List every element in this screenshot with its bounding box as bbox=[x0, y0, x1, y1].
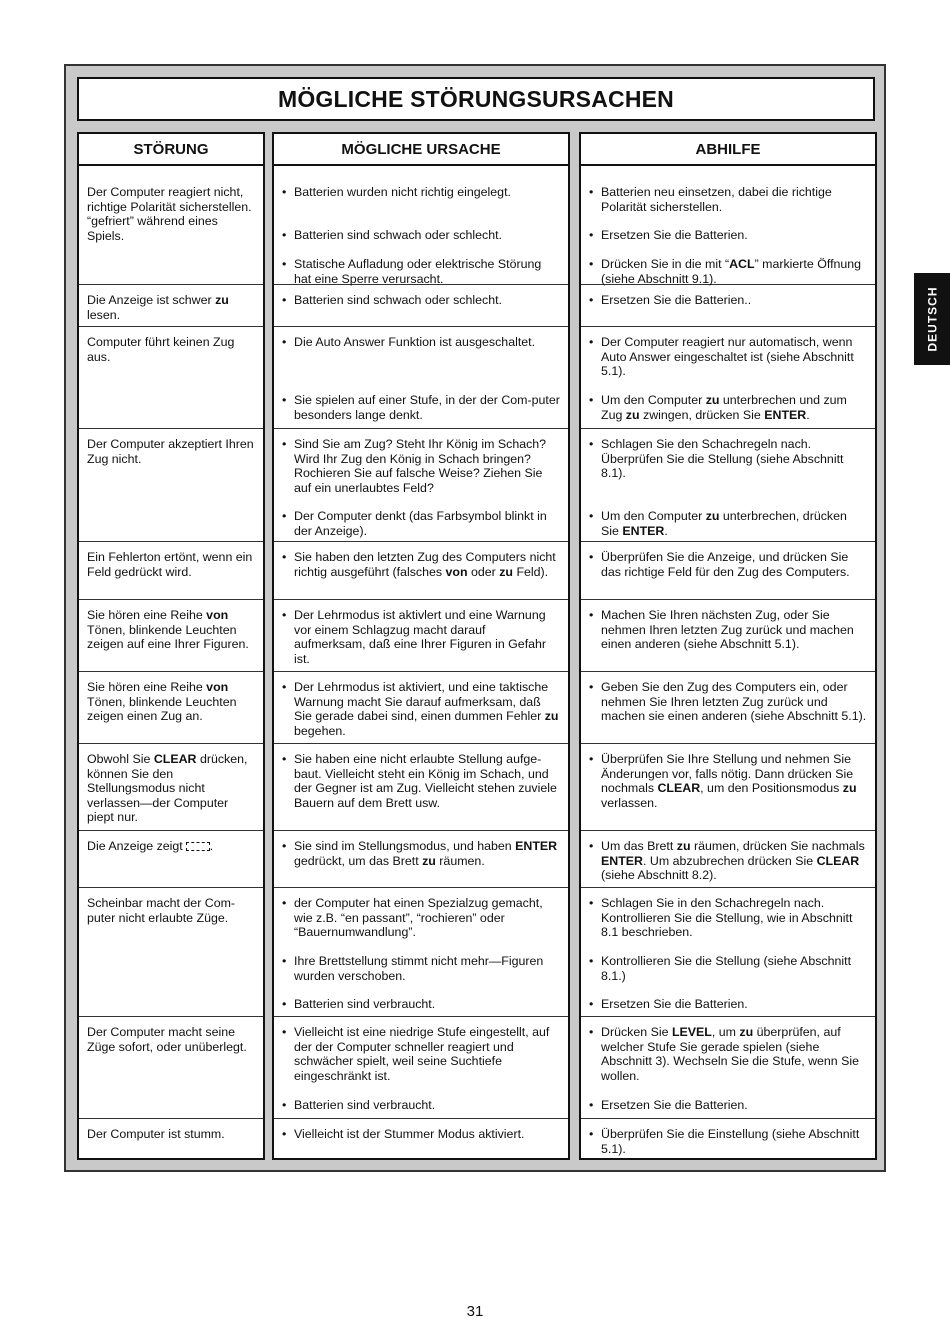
stoerung-cell: Sie hören eine Reihe von Tönen, blinkende Leuchten zeigen auf eine Ihrer Figuren. bbox=[87, 608, 249, 651]
ursache-cell bbox=[274, 839, 568, 868]
stoerung-suffix: . bbox=[209, 839, 214, 853]
stoerung-cell: Die Anzeige ist schwer zu lesen. bbox=[87, 293, 229, 322]
language-tab bbox=[914, 273, 950, 365]
row-divider bbox=[581, 326, 875, 327]
abhilfe-item: • Der Computer reagiert nur automatisch, wenn Auto Answer eingeschaltet ist (siehe Abschnitt 5.1). bbox=[589, 335, 867, 379]
page-number: 31 bbox=[466, 1303, 484, 1320]
ursache-cell bbox=[274, 437, 568, 495]
abhilfe-cell bbox=[581, 608, 875, 652]
abhilfe-cell bbox=[581, 550, 875, 579]
emphasis: zu bbox=[625, 407, 640, 422]
abhilfe-item: • Um den Computer zu unterbrechen und zum Zug zu zwingen, drücken Sie ENTER. bbox=[589, 393, 867, 422]
emphasis: zu bbox=[215, 293, 229, 307]
row-divider bbox=[79, 599, 263, 600]
abhilfe-item: • Ersetzen Sie die Batterien.. bbox=[589, 293, 867, 308]
ursache-item: • Sind Sie am Zug? Steht Ihr König im Schach? Wird Ihr Zug den König in Schach bringen? Rochieren Sie auf falsche Weise? Ziehen Sie auf ein unerlaubtes Feld? bbox=[282, 437, 560, 495]
abhilfe-cell bbox=[581, 1127, 875, 1156]
row-divider bbox=[274, 1016, 568, 1017]
abhilfe-item: • Überprüfen Sie die Einstellung (siehe Abschnitt 5.1). bbox=[589, 1127, 867, 1156]
ursache-item: • Vielleicht ist der Stummer Modus aktiviert. bbox=[282, 1127, 560, 1142]
row-divider bbox=[274, 887, 568, 888]
row-divider bbox=[274, 541, 568, 542]
row-divider bbox=[79, 284, 263, 285]
stoerung-cell: Ein Fehlerton ertönt, wenn ein Feld gedrückt wird. bbox=[87, 550, 253, 579]
emphasis: ENTER bbox=[622, 523, 665, 538]
abhilfe-item: • Um den Computer zu unterbrechen, drücken Sie ENTER. bbox=[589, 509, 867, 538]
emphasis: ACL bbox=[729, 257, 755, 271]
row-divider bbox=[79, 1118, 263, 1119]
ursache-cell bbox=[274, 680, 568, 738]
abhilfe-item: • Schlagen Sie den Schachregeln nach. Überprüfen Sie die Stellung (siehe Abschnitt 8.1). bbox=[589, 437, 867, 481]
abhilfe-cell bbox=[581, 954, 875, 983]
row-divider bbox=[581, 1118, 875, 1119]
ursache-cell bbox=[274, 1127, 568, 1142]
abhilfe-item: • Ersetzen Sie die Batterien. bbox=[589, 228, 867, 243]
abhilfe-item: • Schlagen Sie in den Schachregeln nach. Kontrollieren Sie die Stellung, wie in Abschnitt 8.1 beschrieben. bbox=[589, 896, 867, 940]
row-divider bbox=[79, 830, 263, 831]
ursache-cell bbox=[274, 185, 568, 200]
row-divider bbox=[79, 1016, 263, 1017]
emphasis: zu bbox=[422, 853, 436, 868]
row-divider bbox=[274, 743, 568, 744]
ursache-cell bbox=[274, 293, 568, 308]
abhilfe-cell bbox=[581, 228, 875, 243]
ursache-item: • Sie sind im Stellungsmodus, und haben ENTER gedrückt, um das Brett zu räumen. bbox=[282, 839, 560, 868]
abhilfe-cell bbox=[581, 752, 875, 810]
ursache-cell bbox=[274, 954, 568, 983]
ursache-cell bbox=[274, 228, 568, 243]
emphasis: zu bbox=[705, 509, 720, 523]
ursache-item: • Batterien sind schwach oder schlecht. bbox=[282, 228, 560, 243]
emphasis: von bbox=[206, 680, 229, 694]
abhilfe-item: • Drücken Sie in die mit “ACL” markierte Öffnung (siehe Abschnitt 9.1). bbox=[589, 257, 867, 286]
ursache-item: • Vielleicht ist eine niedrige Stufe eingestellt, auf der der Computer schneller reagiert und schwächer spielt, weil seine Suchtiefe eingeschränkt ist. bbox=[282, 1025, 560, 1083]
abhilfe-item: • Ersetzen Sie die Batterien. bbox=[589, 997, 867, 1012]
ursache-cell bbox=[274, 997, 568, 1012]
row-divider bbox=[274, 428, 568, 429]
ursache-cell bbox=[274, 335, 568, 350]
row-divider bbox=[581, 830, 875, 831]
column-header-abhilfe: ABHILFE bbox=[581, 134, 875, 166]
stoerung-cell: Die Anzeige zeigt . bbox=[87, 839, 214, 853]
row-divider bbox=[581, 428, 875, 429]
ursache-item: • Sie spielen auf einer Stufe, in der der Com-puter besonders lange denkt. bbox=[282, 393, 560, 422]
page-title: MÖGLICHE STÖRUNGSURSACHEN bbox=[277, 85, 674, 112]
abhilfe-item: • Kontrollieren Sie die Stellung (siehe Abschnitt 8.1.) bbox=[589, 954, 867, 983]
ursache-item: • Ihre Brettstellung stimmt nicht mehr—Figuren wurden verschoben. bbox=[282, 954, 560, 983]
row-divider bbox=[274, 326, 568, 327]
ursache-item: • Batterien wurden nicht richtig eingelegt. bbox=[282, 185, 560, 200]
row-divider bbox=[581, 743, 875, 744]
ursache-item: • Statische Aufladung oder elektrische Störung hat eine Sperre verursacht. bbox=[282, 257, 560, 286]
abhilfe-cell bbox=[581, 680, 875, 724]
abhilfe-cell bbox=[581, 896, 875, 940]
row-divider bbox=[79, 887, 263, 888]
ursache-item: • Batterien sind verbraucht. bbox=[282, 997, 560, 1012]
column-header-stoerung: STÖRUNG bbox=[79, 134, 263, 166]
row-divider bbox=[79, 541, 263, 542]
emphasis: ENTER bbox=[601, 853, 643, 868]
column-ursache bbox=[272, 132, 570, 1160]
emphasis: zu bbox=[739, 1025, 754, 1039]
stoerung-cell: Obwohl Sie CLEAR drücken, können Sie den Stellungsmodus nicht verlassen—der Computer piept nur. bbox=[87, 752, 248, 824]
abhilfe-cell bbox=[581, 1098, 875, 1113]
stoerung-cell: Der Computer ist stumm. bbox=[87, 1127, 225, 1141]
emphasis: von bbox=[445, 564, 468, 579]
row-divider bbox=[79, 743, 263, 744]
troubleshooting-frame bbox=[64, 64, 886, 1172]
column-abhilfe bbox=[579, 132, 877, 1160]
ursache-cell bbox=[274, 896, 568, 940]
emphasis: zu bbox=[499, 564, 513, 579]
row-divider bbox=[581, 1016, 875, 1017]
emphasis: zu bbox=[676, 839, 691, 853]
row-divider bbox=[581, 541, 875, 542]
ursache-cell bbox=[274, 1098, 568, 1113]
language-tab-label: DEUTSCH bbox=[925, 286, 940, 352]
ursache-cell bbox=[274, 550, 568, 579]
emphasis: von bbox=[206, 608, 229, 622]
ursache-cell bbox=[274, 752, 568, 810]
ursache-item: • Der Lehrmodus ist aktivlert und eine Warnung vor einem Schlagzug macht darauf aufmerksam, daß eine Ihrer Figuren in Gefahr ist. bbox=[282, 608, 560, 666]
row-divider bbox=[581, 671, 875, 672]
abhilfe-item: • Ersetzen Sie die Batterien. bbox=[589, 1098, 867, 1113]
ursache-cell bbox=[274, 393, 568, 422]
stoerung-cell: Der Computer macht seine Züge sofort, oder unüberlegt. bbox=[87, 1025, 247, 1054]
abhilfe-cell bbox=[581, 185, 875, 214]
stoerung-cell: Der Computer akzeptiert Ihren Zug nicht. bbox=[87, 437, 254, 466]
ursache-item: • Batterien sind schwach oder schlecht. bbox=[282, 293, 560, 308]
column-header-ursache: MÖGLICHE URSACHE bbox=[274, 134, 568, 166]
ursache-cell bbox=[274, 257, 568, 286]
row-divider bbox=[581, 599, 875, 600]
ursache-item: • der Computer hat einen Spezialzug gemacht, wie z.B. “en passant”, “rochieren” oder “Bauernumwandlung”. bbox=[282, 896, 560, 940]
ursache-item: • Der Computer denkt (das Farbsymbol blinkt in der Anzeige). bbox=[282, 509, 560, 538]
cleared-display-icon bbox=[186, 842, 210, 851]
title-box bbox=[77, 77, 875, 121]
ursache-cell bbox=[274, 509, 568, 538]
ursache-cell bbox=[274, 1025, 568, 1083]
column-stoerung bbox=[77, 132, 265, 1160]
ursache-cell bbox=[274, 608, 568, 666]
abhilfe-cell bbox=[581, 393, 875, 422]
abhilfe-cell bbox=[581, 1025, 875, 1083]
ursache-item: • Sie haben eine nicht erlaubte Stellung aufge-baut. Vielleicht steht ein König im Schach, und der Gegner ist am Zug. Vielleicht stehen zuviele Bauern auf dem Brett usw. bbox=[282, 752, 560, 810]
abhilfe-cell bbox=[581, 997, 875, 1012]
abhilfe-item: • Um das Brett zu räumen, drücken Sie nachmals ENTER. Um abzubrechen drücken Sie CLEAR (siehe Abschnitt 8.2). bbox=[589, 839, 867, 883]
row-divider bbox=[274, 1118, 568, 1119]
row-divider bbox=[79, 326, 263, 327]
abhilfe-cell bbox=[581, 257, 875, 286]
abhilfe-cell bbox=[581, 509, 875, 538]
ursache-item: • Die Auto Answer Funktion ist ausgeschaltet. bbox=[282, 335, 560, 350]
ursache-item: • Sie haben den letzten Zug des Computers nicht richtig ausgeführt (falsches von oder zu Feld). bbox=[282, 550, 560, 579]
stoerung-cell: Der Computer reagiert nicht, richtige Polarität sicherstellen. “gefriert” während eines Spiels. bbox=[87, 185, 252, 243]
abhilfe-item: • Überprüfen Sie Ihre Stellung und nehmen Sie Änderungen vor, falls nötig. Dann drücken Sie nochmals CLEAR, um den Positionsmodus zu verlassen. bbox=[589, 752, 867, 810]
ursache-item: • Batterien sind verbraucht. bbox=[282, 1098, 560, 1113]
abhilfe-item: • Geben Sie den Zug des Computers ein, oder nehmen Sie Ihren letzten Zug zurück und machen sie einen anderen (siehe Abschnitt 5.1). bbox=[589, 680, 867, 724]
row-divider bbox=[79, 428, 263, 429]
emphasis: zu bbox=[705, 393, 720, 407]
emphasis: LEVEL bbox=[671, 1025, 712, 1039]
abhilfe-item: • Drücken Sie LEVEL, um zu überprüfen, auf welcher Stufe Sie gerade spielen (siehe Abschnitt 3). Wechseln Sie die Stufe, wenn Sie wollen. bbox=[589, 1025, 867, 1083]
abhilfe-item: • Machen Sie Ihren nächsten Zug, oder Sie nehmen Ihren letzten Zug zurück und machen einen anderen (siehe Abschnitt 5.1). bbox=[589, 608, 867, 652]
row-divider bbox=[79, 671, 263, 672]
stoerung-cell: Computer führt keinen Zug aus. bbox=[87, 335, 235, 364]
abhilfe-item: • Überprüfen Sie die Anzeige, und drücken Sie das richtige Feld für den Zug des Computers. bbox=[589, 550, 867, 579]
emphasis: ENTER bbox=[515, 839, 558, 853]
abhilfe-cell bbox=[581, 839, 875, 883]
emphasis: ENTER bbox=[764, 407, 807, 422]
abhilfe-cell bbox=[581, 437, 875, 481]
row-divider bbox=[581, 887, 875, 888]
row-divider bbox=[274, 599, 568, 600]
emphasis: zu bbox=[544, 709, 559, 723]
row-divider bbox=[274, 671, 568, 672]
abhilfe-item: • Batterien neu einsetzen, dabei die richtige Polarität sicherstellen. bbox=[589, 185, 867, 214]
stoerung-cell: Scheinbar macht der Com-puter nicht erlaubte Züge. bbox=[87, 896, 236, 925]
row-divider bbox=[274, 830, 568, 831]
emphasis: CLEAR bbox=[816, 853, 860, 868]
emphasis: CLEAR bbox=[153, 752, 197, 766]
emphasis: CLEAR bbox=[657, 781, 701, 795]
abhilfe-cell bbox=[581, 335, 875, 379]
ursache-item: • Der Lehrmodus ist aktiviert, und eine taktische Warnung macht Sie darauf aufmerksam, daß Sie gerade dabei sind, einen dummen Fehler zu begehen. bbox=[282, 680, 560, 738]
stoerung-cell: Sie hören eine Reihe von Tönen, blinkende Leuchten zeigen einen Zug an. bbox=[87, 680, 237, 723]
emphasis: zu bbox=[842, 781, 857, 795]
abhilfe-cell bbox=[581, 293, 875, 308]
